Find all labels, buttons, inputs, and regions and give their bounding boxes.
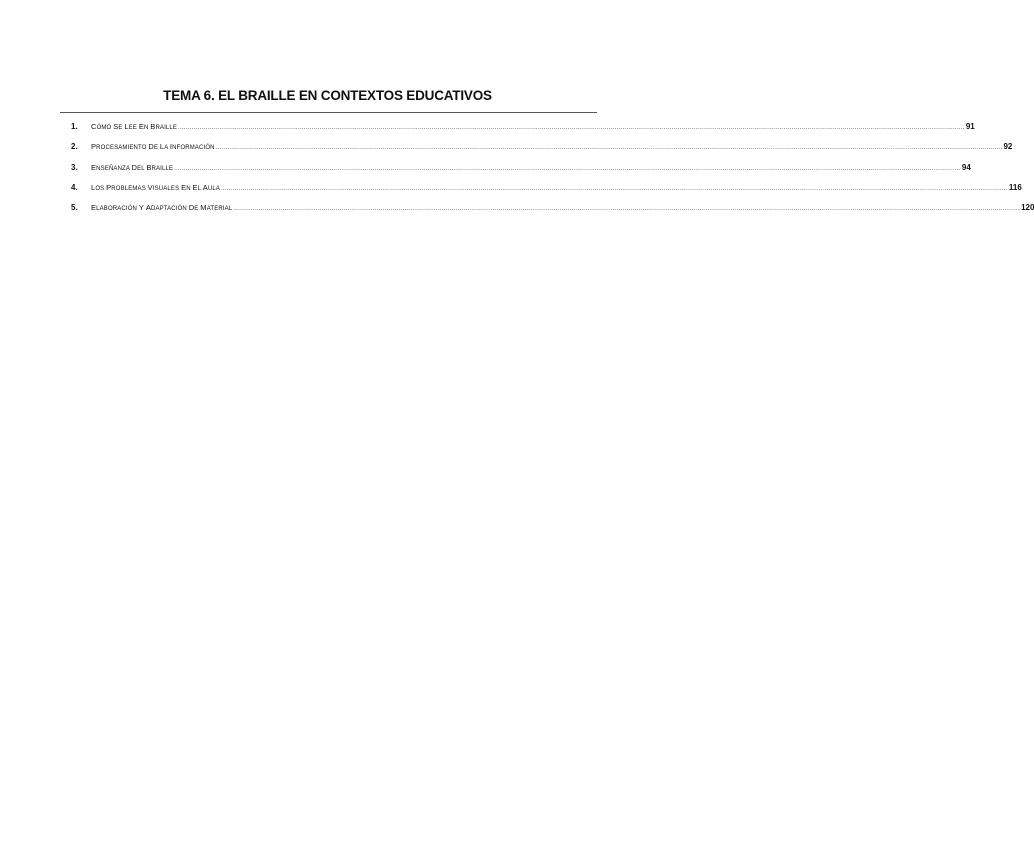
toc-entry-number: 1. — [71, 122, 78, 131]
toc-leader-dots: ................................................................................................................................................................................................................................................................................................................................................................................................................ — [233, 206, 1021, 213]
title-divider — [60, 112, 597, 113]
toc-leader-dots: ................................................................................................................................................................................................................................................................................................................................................................................................................ — [174, 165, 961, 172]
toc-entry-label: PROCESAMIENTO DE LA INFORMACIÓN — [91, 142, 215, 152]
toc-entry[interactable] — [60, 162, 971, 183]
toc-entry-number: 4. — [71, 182, 78, 192]
page-title: TEMA 6. EL BRAILLE EN CONTEXTOS EDUCATIVOS — [163, 88, 492, 103]
toc-entry-page: 120 — [1021, 203, 1034, 213]
toc-entry[interactable] — [60, 142, 1013, 162]
toc-entry[interactable] — [60, 182, 1022, 203]
toc-leader-dots: ................................................................................................................................................................................................................................................................................................................................................................................................................ — [178, 125, 965, 131]
toc-entry-page: 91 — [965, 122, 975, 131]
toc-entry-page: 116 — [1008, 182, 1022, 192]
toc-entry-number: 2. — [71, 142, 78, 152]
toc-entry-label: ENSEÑANZA DEL BRAILLE — [91, 162, 174, 172]
toc-entry[interactable] — [60, 122, 975, 142]
toc-entry-label: ELABORACIÓN Y ADAPTACIÓN DE MATERIAL — [91, 203, 233, 213]
toc-entry[interactable] — [60, 203, 1034, 223]
toc-entry-page: 94 — [961, 162, 971, 172]
table-of-contents — [60, 122, 1034, 223]
toc-entry-label: CÓMO SE LEE EN BRAILLE — [91, 122, 178, 131]
toc-entry-page: 92 — [1003, 142, 1013, 152]
toc-entry-label: LOS PROBLEMAS VISUALES EN EL AULA — [91, 182, 221, 192]
toc-leader-dots: ................................................................................................................................................................................................................................................................................................................................................................................................................ — [215, 145, 1003, 152]
toc-entry-number: 3. — [71, 162, 78, 172]
toc-leader-dots: ................................................................................................................................................................................................................................................................................................................................................................................................................ — [221, 185, 1008, 192]
toc-entry-number: 5. — [71, 203, 78, 213]
